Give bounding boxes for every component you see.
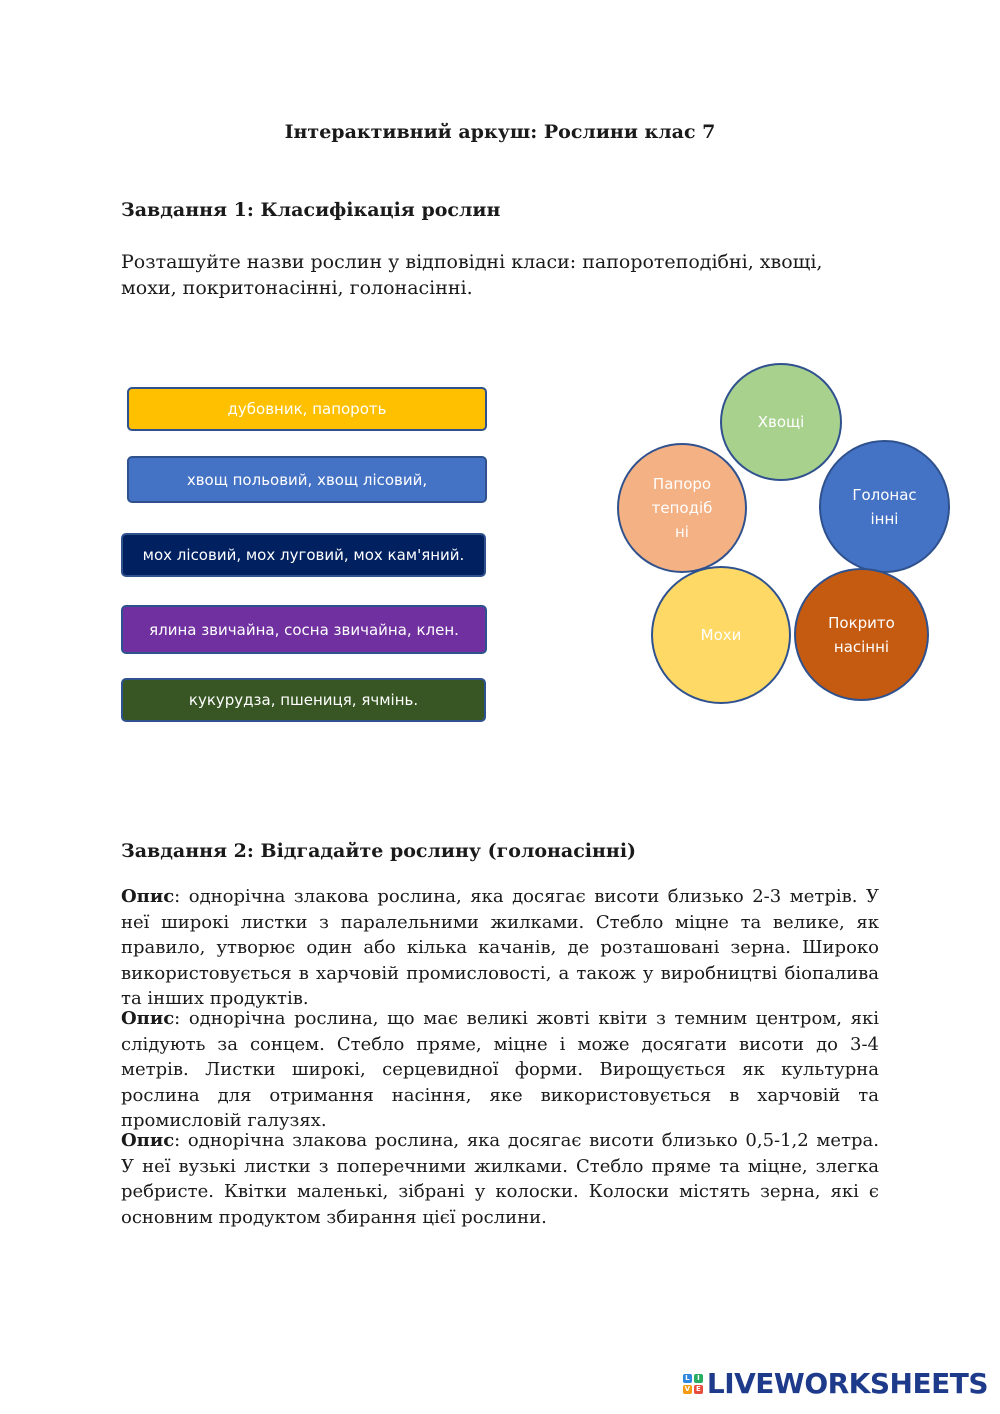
- page-title: Інтерактивний аркуш: Рослини клас 7: [284, 121, 716, 143]
- liveworksheets-logo: [683, 1367, 988, 1400]
- circle-mosses[interactable]: [651, 566, 791, 704]
- answer-box-mosses[interactable]: мох лісовий, мох луговий, мох кам'яний.: [121, 533, 486, 577]
- circle-ferns-label-line2: теподіб: [651, 499, 713, 517]
- task1-instruction: Розташуйте назви рослин у відповідні класи: папоротеподібні, хвощі, мохи, покритонасінні, голонасінні.: [121, 251, 823, 299]
- circle-ferns[interactable]: [617, 443, 747, 573]
- answer-box-horsetails[interactable]: хвощ польовий, хвощ лісовий,: [127, 456, 487, 503]
- circle-angiosperms-label-line1: Покрито: [828, 613, 895, 632]
- circle-horsetails[interactable]: [720, 363, 842, 481]
- description-3: [121, 1128, 879, 1230]
- description-3-label: Опис: [121, 1130, 175, 1151]
- circle-gymnosperms-label-line1: Голонас: [852, 485, 917, 504]
- answer-box-ferns[interactable]: дубовник, папороть: [127, 387, 487, 431]
- circle-ferns-label-line3: ні: [675, 523, 689, 541]
- task1-heading: Завдання 1: Класифікація рослин: [121, 199, 501, 221]
- task2-heading: Завдання 2: Відгадайте рослину (голонасінні): [121, 840, 637, 862]
- circle-horsetails-label: Хвощі: [757, 413, 805, 431]
- circle-ferns-label-line1: Папоро: [652, 475, 712, 493]
- circle-angiosperms[interactable]: [794, 568, 929, 701]
- answer-box-angiosperms[interactable]: кукурудза, пшениця, ячмінь.: [121, 678, 486, 722]
- description-2-label: Опис: [121, 1008, 175, 1029]
- circle-angiosperms-label-line2: насінні: [833, 637, 890, 656]
- description-3-text: : однорічна злакова рослина, яка досягає висоти близько 0,5-1,2 метра. У неї вузькі листки з поперечними жилками. Стебло пряме та міцне, злегка ребристе. Квітки маленькі, зібрані у колоски. Колоски містять зерна, які є основним продуктом збирання цієї рослини.: [121, 1130, 879, 1228]
- description-2-text: : однорічна рослина, що має великі жовті квіти з темним центром, які слідують за сонцем. Стебло пряме, міцне і може досягати висоти до 3-4 метрів. Листки широкі, серцевидної форми. Вирощується як культурна рослина для отримання насіння, яке використовується в харчовій та промисловій галузях.: [121, 1008, 879, 1131]
- description-1-label: Опис: [121, 886, 175, 907]
- description-1: [121, 884, 879, 1012]
- answer-box-gymnosperms[interactable]: ялина звичайна, сосна звичайна, клен.: [121, 605, 487, 654]
- liveworksheets-logo-icon: L I V E: [683, 1374, 703, 1394]
- description-1-text: : однорічна злакова рослина, яка досягає висоти близько 2-3 метрів. У неї широкі листки з паралельними жилками. Стебло міцне та велике, як правило, утворює один або кілька качанів, де розташовані зерна. Широко використовується в харчовій промисловості, а також у виробництві біопалива та інших продуктів.: [121, 886, 879, 1009]
- liveworksheets-logo-text: LIVEWORKSHEETS: [706, 1367, 988, 1400]
- circle-mosses-label: Мохи: [700, 626, 742, 644]
- description-2: [121, 1006, 879, 1134]
- circle-gymnosperms[interactable]: [819, 440, 950, 573]
- circle-gymnosperms-label-line2: інні: [870, 509, 899, 528]
